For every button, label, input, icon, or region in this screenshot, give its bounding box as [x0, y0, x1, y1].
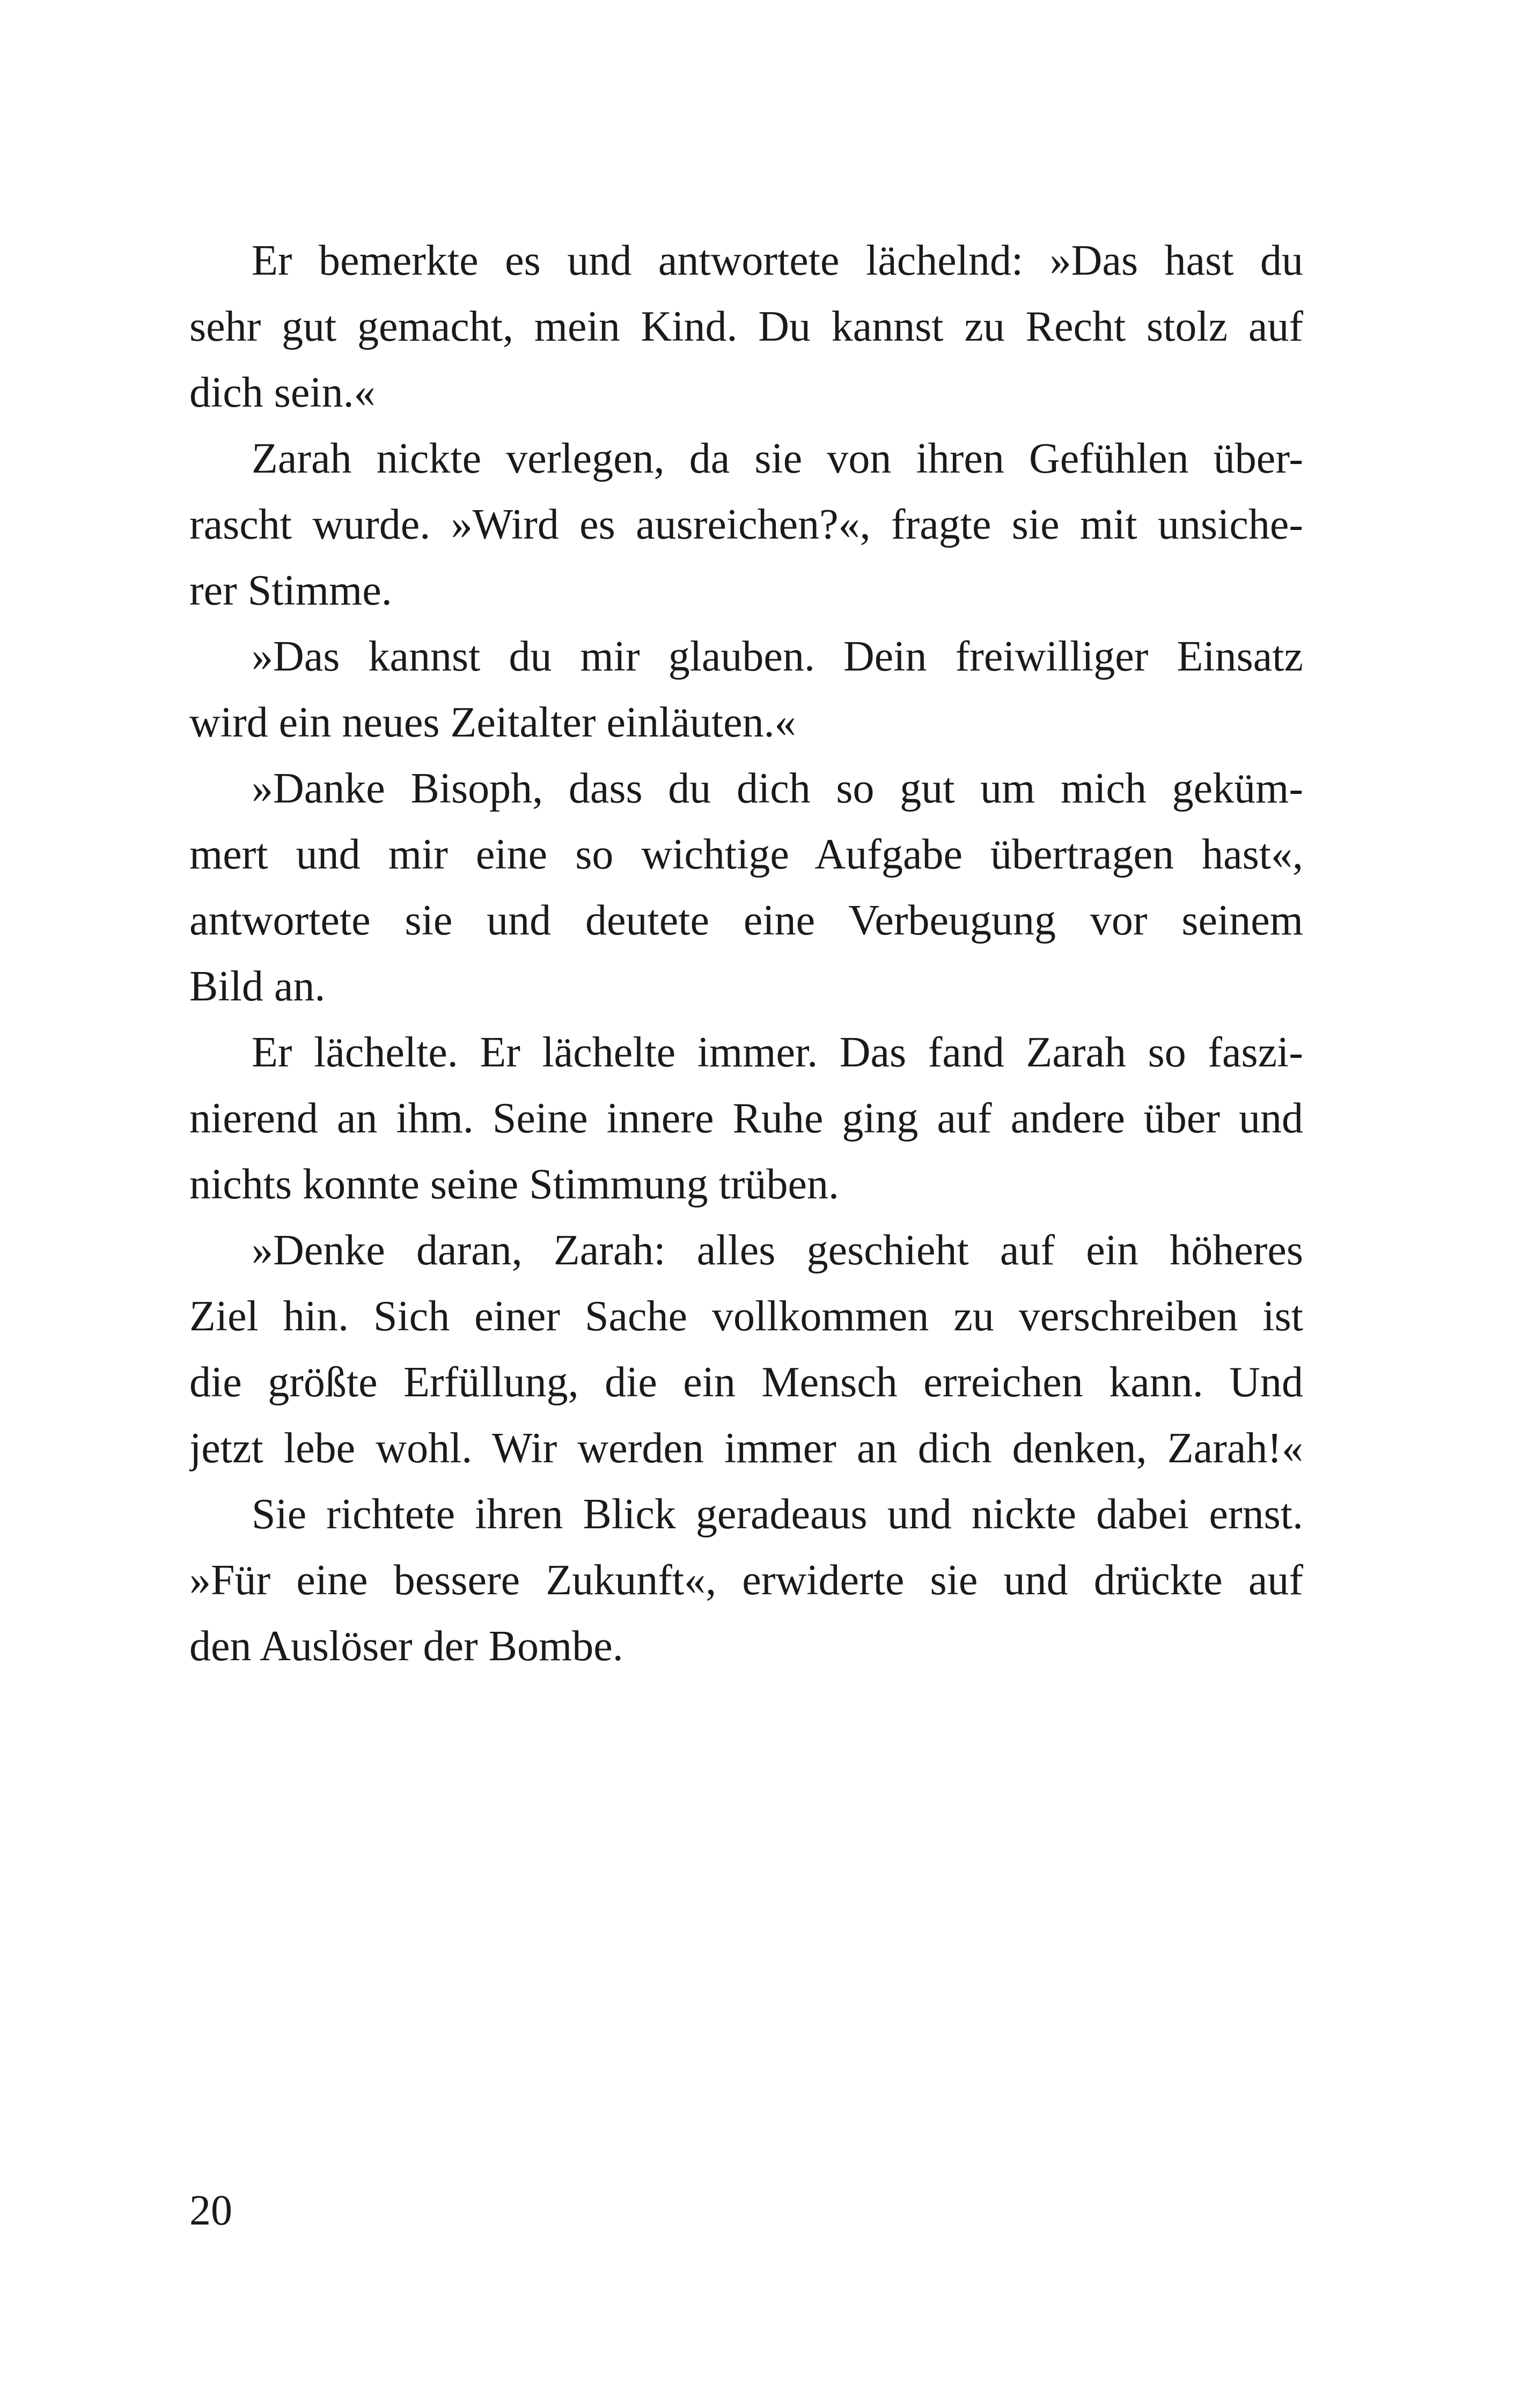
text-line: Zarah nickte verlegen, da sie von ihren Gefühlen über- [252, 435, 1303, 482]
text-line: Er lächelte. Er lächelte immer. Das fand Zarah so faszi- [252, 1029, 1303, 1076]
text-line: sehr gut gemacht, mein Kind. Du kannst zu Recht stolz auf [189, 303, 1303, 350]
text-line: »Das kannst du mir glauben. Dein freiwilliger Einsatz [252, 633, 1303, 680]
text-line: den Auslöser der Bombe. [189, 1623, 623, 1670]
text-line: nierend an ihm. Seine innere Ruhe ging auf andere über und [189, 1095, 1303, 1142]
text-line: rer Stimme. [189, 567, 392, 614]
text-line: rascht wurde. »Wird es ausreichen?«, fragte sie mit unsiche- [189, 501, 1303, 548]
text-line: Bild an. [189, 963, 326, 1010]
body-text [189, 228, 1303, 1680]
text-line: antwortete sie und deutete eine Verbeugung vor seinem [189, 897, 1303, 944]
text-line: jetzt lebe wohl. Wir werden immer an dich denken, Zarah!« [189, 1425, 1303, 1472]
text-line: dich sein.« [189, 369, 376, 416]
text-line: »Denke daran, Zarah: alles geschieht auf ein höheres [252, 1227, 1303, 1274]
text-line: mert und mir eine so wichtige Aufgabe übertragen hast«, [189, 831, 1303, 878]
text-line: »Danke Bisoph, dass du dich so gut um mich geküm- [252, 765, 1303, 812]
page-number: 20 [189, 2187, 232, 2234]
text-line: Sie richtete ihren Blick geradeaus und nickte dabei ernst. [252, 1491, 1303, 1538]
text-line: Ziel hin. Sich einer Sache vollkommen zu verschreiben ist [189, 1293, 1303, 1340]
text-line: nichts konnte seine Stimmung trüben. [189, 1161, 839, 1208]
text-line: Er bemerkte es und antwortete lächelnd: »Das hast du [252, 237, 1303, 284]
text-line: »Für eine bessere Zukunft«, erwiderte sie und drückte auf [189, 1557, 1303, 1604]
text-line: die größte Erfüllung, die ein Mensch erreichen kann. Und [189, 1359, 1303, 1406]
text-line: wird ein neues Zeitalter einläuten.« [189, 699, 796, 746]
